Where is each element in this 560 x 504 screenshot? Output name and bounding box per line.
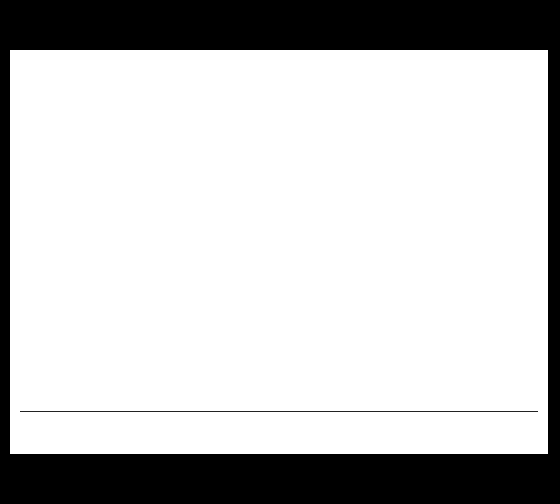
spiral-binding	[10, 226, 548, 252]
planner-page	[10, 50, 548, 454]
footer-divider	[20, 411, 538, 412]
